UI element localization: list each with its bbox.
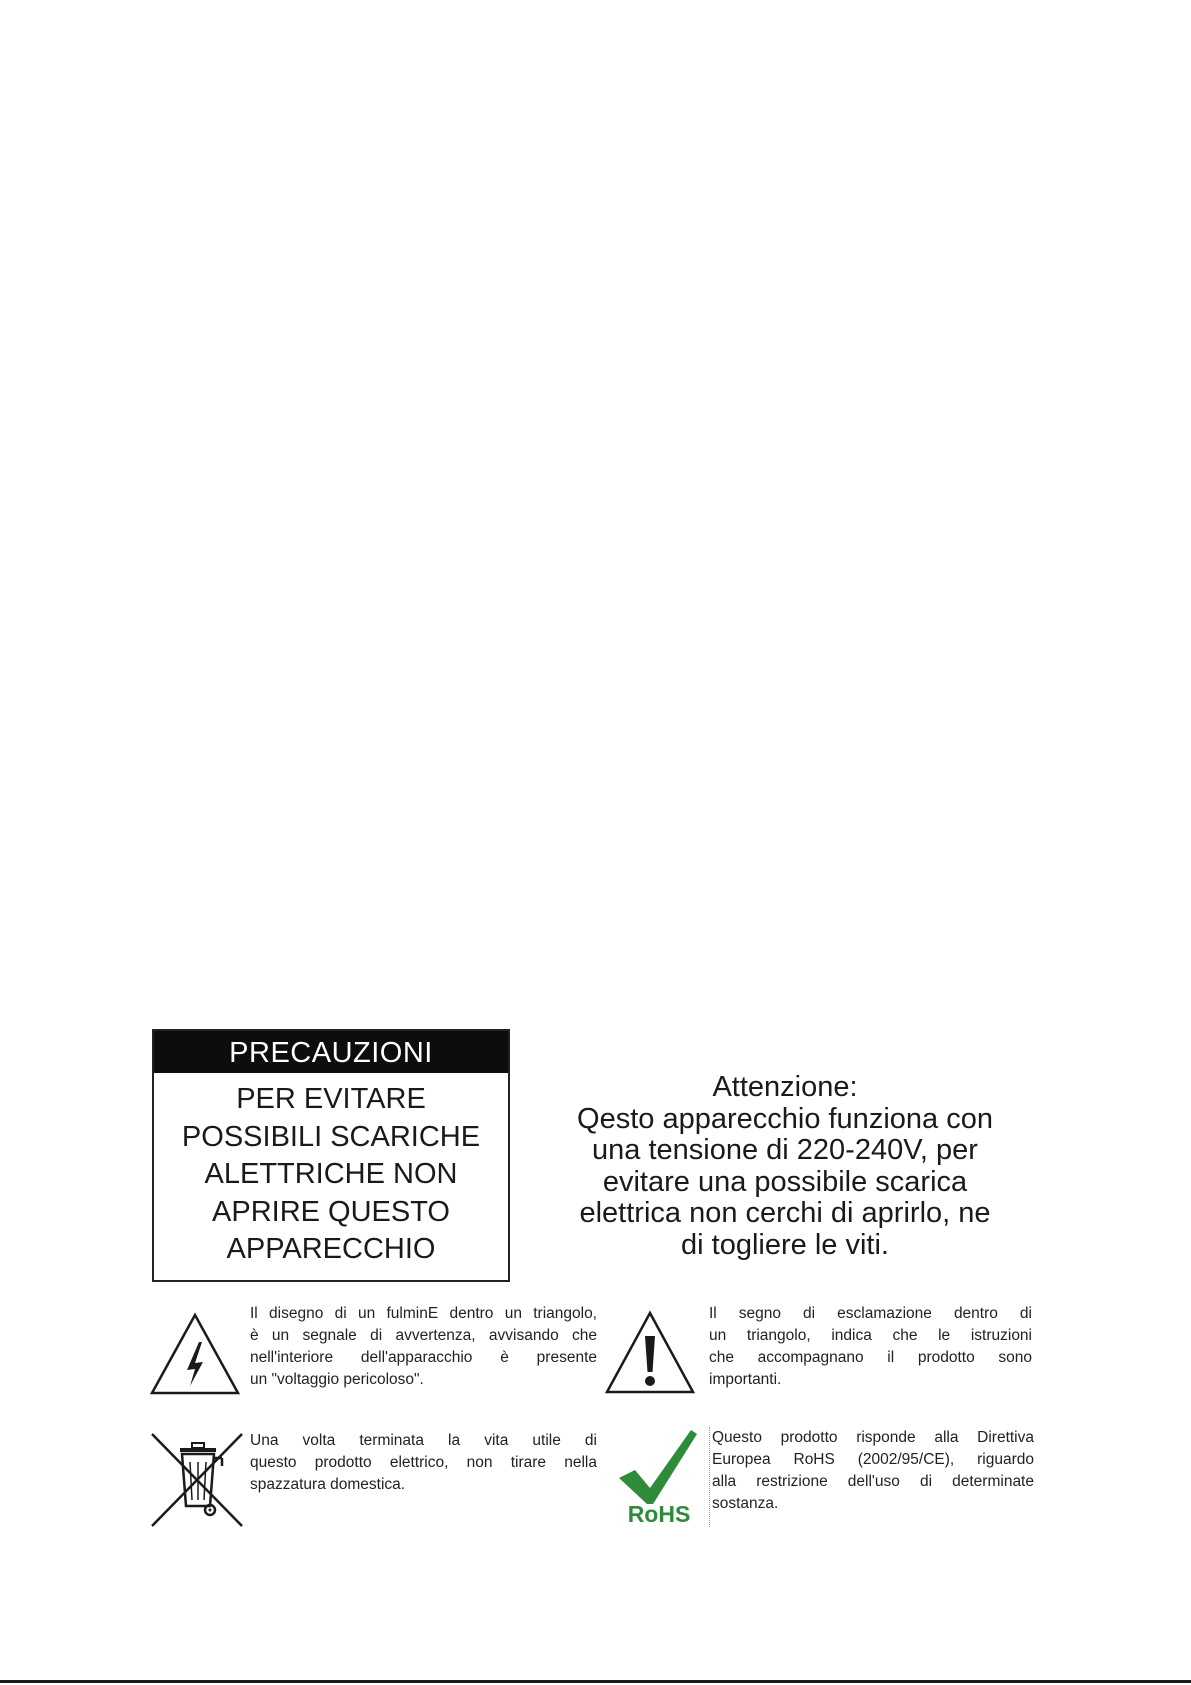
exclamation-triangle-icon [604, 1310, 696, 1395]
note-line: sostanza. [712, 1495, 779, 1512]
caution-text [154, 1081, 508, 1269]
attention-title: Attenzione: [712, 1071, 858, 1103]
note-line: un "voltaggio pericoloso". [250, 1371, 424, 1388]
divider [709, 1427, 710, 1527]
rohs-note [712, 1427, 1034, 1515]
note-line: spazzatura domestica. [250, 1476, 406, 1493]
caution-line: APPARECCHIO [226, 1233, 436, 1265]
crossed-bin-icon [150, 1432, 244, 1528]
note-line: Una volta terminata la vita utile di [250, 1432, 597, 1449]
note-line: un triangolo, indica che le istruzioni [709, 1327, 1032, 1344]
note-line: Questo prodotto risponde alla Direttiva [712, 1429, 1034, 1446]
caution-line: PER EVITARE [236, 1083, 426, 1115]
attention-line: Qesto apparecchio funziona con [577, 1102, 993, 1135]
note-line: Il disegno di un fulminE dentro un triangolo, [250, 1305, 597, 1322]
attention-notice [545, 1072, 1025, 1261]
note-line: importanti. [709, 1371, 782, 1388]
lightning-note [250, 1303, 597, 1391]
note-line: Europea RoHS (2002/95/CE), riguardo [712, 1451, 1034, 1468]
exclamation-note [709, 1303, 1032, 1391]
note-line: Il segno di esclamazione dentro di [709, 1305, 1032, 1322]
attention-line: di togliere le viti. [681, 1228, 889, 1261]
lightning-triangle-icon [149, 1312, 241, 1396]
caution-line: POSSIBILI SCARICHE [181, 1120, 481, 1153]
note-line: che accompagnano il prodotto sono [709, 1349, 1032, 1366]
caution-line: APRIRE QUESTO [212, 1195, 450, 1228]
note-line: questo prodotto elettrico, non tirare nella [250, 1454, 597, 1471]
weee-note [250, 1430, 597, 1496]
note-line: è un segnale di avvertenza, avvisando che [250, 1327, 597, 1344]
caution-header: PRECAUZIONI [154, 1031, 508, 1073]
rohs-check-icon [617, 1428, 701, 1524]
caution-line: ALETTRICHE NON [204, 1158, 458, 1190]
rohs-logo-text: RoHS [627, 1501, 691, 1524]
note-line: nell'interiore dell'apparacchio è presente [250, 1349, 597, 1366]
attention-line: evitare una possibile scarica [602, 1165, 968, 1198]
attention-line: una tensione di 220-240V, per [592, 1134, 978, 1166]
caution-box [152, 1029, 510, 1282]
note-line: alla restrizione dell'uso di determinate [712, 1473, 1034, 1490]
attention-line: elettrica non cerchi di aprirlo, ne [579, 1197, 991, 1229]
page-bottom-rule [0, 1680, 1191, 1683]
